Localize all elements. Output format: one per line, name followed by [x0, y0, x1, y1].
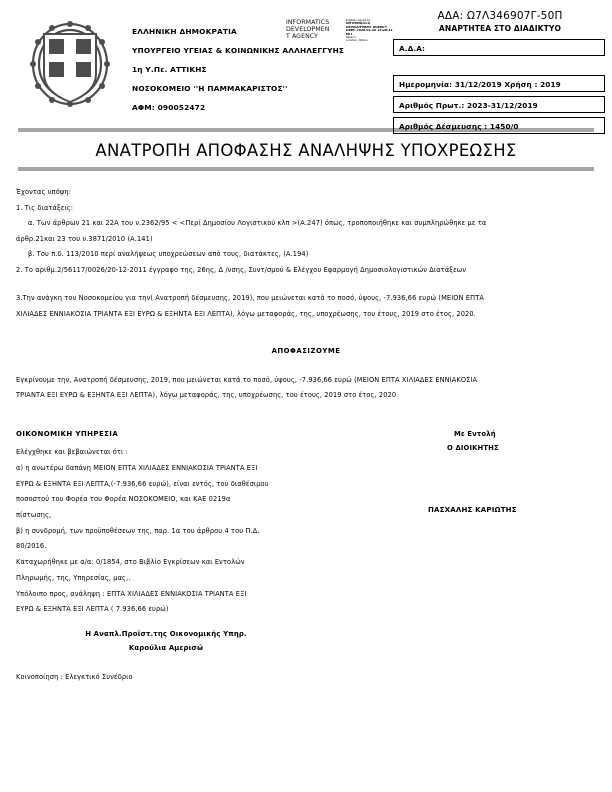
ida-detail-3: DEVELOPMENT AGENCY	[346, 25, 388, 29]
ida-detail-7: Location: Athens	[346, 39, 368, 43]
date-field-box: Ημερομηνία: 31/12/2019 Χρήση : 2019	[393, 75, 605, 92]
financial-registration-line-1: Καταχωρήθηκε με α/α: 0/1854, στο Βιβλίο Εγκρίσεων και Εντολών	[16, 558, 245, 567]
ida-detail-2: INFORMATICS	[346, 22, 370, 26]
financial-a-line-2: ΕΥΡΩ & ΕΞΗΝΤΑ ΕΞΙ ΛΕΠΤΑ,(-7.936,66 ευρώ), είναι εντός, του διαθέσιμου	[16, 479, 269, 488]
financial-b-line-2: 80/2016.	[16, 542, 47, 551]
footer-columns	[16, 427, 596, 686]
document-header	[0, 0, 612, 131]
org-line-hospital: ΝΟΣΟΚΟΜΕΙΟ ''Η ΠΑΜΜΑΚΑΡΙΣΤΟΣ''	[132, 84, 288, 93]
preamble-item-1: 1. Τις διατάξεις:	[16, 203, 74, 212]
org-line-ministry: ΥΠΟΥΡΓΕΙΟ ΥΓΕΙΑΣ & ΚΟΙΝΩΝΙΚΗΣ ΑΛΛΗΛΕΓΓΥΗΣ	[132, 46, 345, 55]
ada-header-block	[396, 10, 604, 35]
administrator-name: ΠΑΣΧΑΛΗΣ ΚΑΡΙΩΤΗΣ	[428, 505, 517, 514]
financial-verified-text: Ελέγχθηκε και βεβαιώνεται ότι :	[16, 448, 128, 457]
greek-coat-of-arms-emblem	[26, 16, 114, 114]
page-title: ΑΝΑΤΡΟΠΗ ΑΠΟΦΑΣΗΣ ΑΝΑΛΗΨΗΣ ΥΠΟΧΡΕΩΣΗΣ	[95, 141, 517, 160]
financial-registration-line-2: Πληρωμής, της, Υπηρεσίας, μας,.	[16, 573, 131, 582]
ida-line-3: T AGENCY	[286, 33, 318, 41]
preamble-having: Έχοντας υπόψη:	[16, 188, 71, 196]
financial-service-column	[16, 427, 316, 686]
organization-block	[132, 22, 394, 117]
protocol-number-box: Αριθμός Πρωτ.: 2023-31/12/2019	[393, 96, 605, 113]
financial-b-line-1: β) η συνδρομή, των προϋποθέσεων της, παρ. 1α του άρθρου 4 του Π.Δ.	[16, 526, 260, 535]
org-line-health-region: 1η Υ.Πε. ΑΤΤΙΚΗΣ	[132, 65, 207, 74]
preamble-item-2: 2. Το αριθμ.2/56117/0026/20-12-2011 έγγραφο της, 26ης, Δ /νσης, Συντ/σμού & Ελέγχου Εφαρμογή Δημοσιολογιστικών Διατάξεων	[16, 265, 467, 274]
ida-detail-1: Digitally signed by	[346, 19, 371, 22]
by-order-label: Με Εντολή	[454, 429, 496, 438]
preamble-item-1b: β. Του π.δ. 113/2010 περί αναλήψεως υποχρεώσεων από τους, διατάκτες, (Α.194)	[28, 250, 309, 258]
preamble-item-1a-cont: άρθρ.21και 23 του ν.3871/2010 (Α.141)	[16, 234, 153, 243]
ida-line-2: DEVELOPMEN	[286, 26, 330, 34]
preamble-item-3: 3.Την ανάγκη του Νοσοκομείου για την( Ανατροπή δέσμευσης, 2019), που μειώνεται κατά το ποσό, ύψους, -7.936,66 ευρώ (ΜΕΙΟΝ ΕΠΤΑ	[16, 294, 484, 302]
public-posting-notice: ΑΝΑΡΤΗΤΕΑ ΣΤΟ ΔΙΑΔΙΚΤΥΟ	[438, 24, 562, 33]
org-line-vat-number: ΑΦΜ: 090052472	[132, 103, 206, 112]
decision-text-line-1: Εγκρίνουμε την, Ανατροπή δέσμευσης, 2019, που μειώνεται κατά το ποσό, ύψους, -7.936,66 ευρώ (ΜΕΙΟΝ ΕΠΤΑ ΧΙΛΙΑΔΕΣ ΕΝΝΙΑΚΟΣΙΑ	[16, 375, 478, 384]
left-signatory-title: Η Αναπλ.Προϊστ.της Οικονομικής Υπηρ.	[85, 629, 247, 638]
ida-detail-6: Reason:	[346, 36, 357, 40]
financial-balance-line-2: ΕΥΡΩ & ΕΞΗΝΤΑ ΕΞΙ ΛΕΠΤΑ ( 7.936,66 ευρώ)	[16, 605, 169, 614]
emblem-svg	[26, 16, 114, 114]
financial-a-line-4: πίστωσης,	[16, 511, 52, 520]
preamble-item-1a: α. Των άρθρων 21 και 22Α του ν.2362/95 < <Περί Δημοσίου Λογιστικού κλπ >(Α.247) όπως, τροποποιήθηκε και συμπληρώθηκε με τα	[28, 219, 487, 227]
ida-detail-5: EET	[346, 32, 353, 36]
decision-text-line-2: ΤΡΙΑΝΤΑ ΕΞΙ ΕΥΡΩ & ΕΞΗΝΤΑ ΕΞΙ ΛΕΠΤΑ), λόγω μεταφοράς, της, υποχρέωσης, του έτους, 2019 στο έτος, 2020	[16, 391, 397, 399]
preamble-item-3-cont: ΧΙΛΙΑΔΕΣ ΕΝΝΙΑΚΟΣΙΑ ΤΡΙΑΝΤΑ ΕΞΙ ΕΥΡΩ & ΕΞΗΝΤΑ ΕΞΙ ΛΕΠΤΑ), λόγω μεταφοράς, της, υποχρέωσης, του έτους, 2019 στο έτος, 2020.	[16, 309, 476, 318]
financial-a-line-3: ποσοστού του Φορέα του Φορέα ΝΟΣΟΚΟΜΕΙΟ, και ΚΑΕ 0219α	[16, 495, 231, 504]
org-line-republic: ΕΛΛΗΝΙΚΗ ΔΗΜΟΚΡΑΤΙΑ	[132, 27, 237, 36]
left-signature-block	[16, 627, 316, 655]
financial-service-heading: ΟΙΚΟΝΟΜΙΚΗ ΥΠΗΡΕΣΙΑ	[16, 429, 119, 438]
commitment-number-box: Αριθμός Δέσμευσης : 1450/0	[393, 117, 605, 134]
title-rule-bottom	[18, 167, 594, 171]
ida-line-1: INFORMATICS	[286, 19, 330, 26]
header-info-boxes	[393, 39, 605, 134]
notification-line: Κοινοποίηση : Ελεγκτικό Συνέδριο	[16, 672, 133, 681]
administrator-column	[420, 427, 612, 519]
ada-code: ΑΔΑ: Ω7Λ346907Γ-50Π	[437, 10, 563, 22]
administrator-title: Ο ΔΙΟΙΚΗΤΗΣ	[447, 443, 499, 452]
financial-a-line-1: α) η ανωτέρω δαπάνη ΜΕΙΟΝ ΕΠΤΑ ΧΙΛΙΑΔΕΣ ΕΝΝΙΑΚΟΣΙΑ ΤΡΙΑΝΤΑ ΕΞΙ	[16, 463, 258, 472]
financial-balance-line-1: Υπόλοιπο προς, ανάληψη : ΕΠΤΑ ΧΙΛΙΑΔΕΣ ΕΝΝΙΑΚΟΣΙΑ ΤΡΙΑΝΤΑ ΕΞΙ	[16, 589, 247, 598]
ada-field-box: Α.Δ.Α:	[393, 39, 605, 56]
decision-heading: ΑΠΟΦΑΣΙΖΟΥΜΕ	[271, 347, 341, 355]
left-signatory-name: Καρούλια Αμερισώ	[128, 643, 204, 652]
ida-detail-4: Date: 2020.01.20 13:26:31	[346, 29, 393, 33]
document-body	[0, 185, 612, 686]
